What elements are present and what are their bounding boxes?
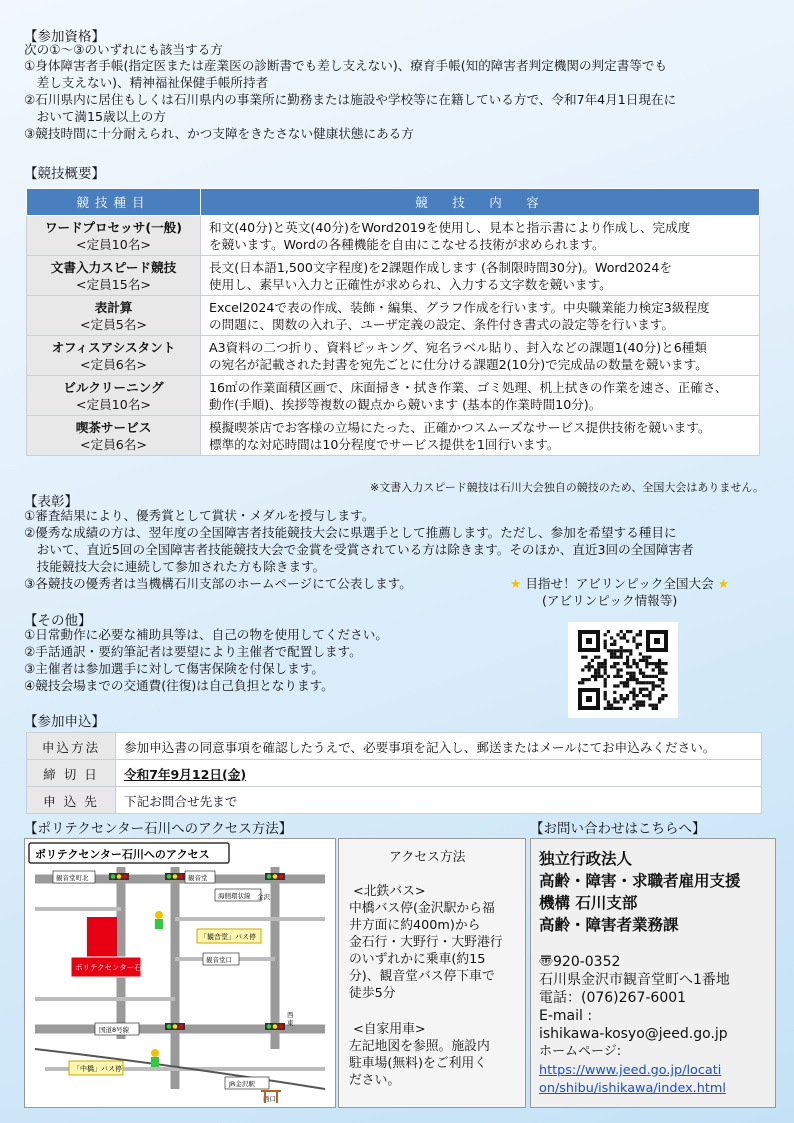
car-line: 左記地図を参照。施設内: [349, 1039, 490, 1054]
bus-line: 中橋バス停(金沢駅から福: [349, 901, 495, 916]
award-item: ②優秀な成績の方は、翌年度の全国障害者技能競技大会に県選手として推薦します。ただし、参加を希望する種目に: [24, 525, 677, 540]
event-quota: <定員6名>: [80, 436, 147, 452]
event-cell: [27, 376, 201, 416]
event-name: ワードプロセッサ(一般): [44, 219, 183, 235]
desc-line: 和文(40分)と英文(40分)をWord2019を使用し、見本と指示書により作成し、完成度: [209, 219, 691, 235]
event-quota: <定員5名>: [80, 316, 147, 332]
map-label: 西: [287, 1011, 294, 1019]
event-name: オフィスアシスタント: [51, 339, 176, 355]
map-label: 西口: [263, 1095, 276, 1103]
bus-line: 分)、観音堂バス停下車で: [349, 969, 495, 984]
map-label: 東: [287, 1019, 294, 1027]
event-name: ビルクリーニング: [63, 379, 164, 395]
desc-line: A3資料の二つ折り、資料ピッキング、宛名ラベル貼り、封入などの課題1(40分)と6種類: [209, 339, 707, 355]
event-desc: [201, 416, 760, 456]
desc-line: の問題に、関数の入れ子、ユーザ定義の設定、条件付き書式の設定等を行います。: [209, 316, 674, 332]
desc-line: Excel2024で表の作成、装飾・編集、グラフ作成を行います。中央職業能力検定3級程度: [209, 299, 710, 315]
map-label: 「観音堂」バス停: [200, 933, 256, 941]
event-desc: [201, 256, 760, 296]
event-desc: [201, 336, 760, 376]
event-cell: [27, 416, 201, 456]
application-title: 【参加申込】: [24, 714, 105, 730]
apply-label: 申込方法: [27, 733, 116, 760]
eligibility-title: 【参加資格】: [24, 29, 105, 45]
application-table: [26, 732, 762, 814]
event-quota: <定員10名>: [76, 236, 151, 252]
apply-value: 下記お問合せ先まで: [116, 787, 762, 814]
event-quota: <定員15名>: [76, 276, 151, 292]
desc-line: 長文(日本語1,500文字程度)を2課題作成します (各制限時間30分)。Word2024を: [209, 259, 673, 275]
deadline-value: 令和7年9月12日(金): [116, 760, 762, 787]
overview-table: [26, 188, 760, 456]
homepage-label: ホームページ:: [539, 1044, 622, 1059]
event-desc: [201, 216, 760, 256]
event-quota: <定員10名>: [76, 396, 151, 412]
bus-heading: <北鉄バス>: [353, 884, 426, 899]
desc-line: の宛名が記載された封書を宛先ごとに仕分ける課題2(10分)で完成品の数量を競います。: [209, 356, 708, 372]
map-label: 「中橋」バス停: [73, 1065, 122, 1073]
map-label: 観音堂町北: [56, 874, 89, 882]
eligibility-item: ②石川県内に居住もしくは石川県内の事業所に勤務または施設や学校等に在籍している方で、令和7年4月1日現在に: [24, 92, 677, 107]
star-icon: ★: [717, 576, 730, 591]
bus-line: 井方面に約400m)から: [349, 918, 481, 933]
other-title: 【その他】: [24, 613, 92, 629]
contact-box: [530, 838, 776, 1108]
overview-header-row: [27, 189, 760, 216]
event-cell: [27, 336, 201, 376]
event-name: 表計算: [94, 299, 133, 315]
eligibility-intro: 次の①～③のいずれにも該当する方: [24, 42, 223, 57]
other-item: ④競技会場までの交通費(往復)は自己負担となります。: [24, 678, 334, 693]
map-label: 海側環状線: [218, 892, 251, 900]
postal-code: 〠920-0352: [539, 954, 621, 970]
apply-value: 参加申込書の同意事項を確認したうえで、必要事項を記入し、郵送またはメールにてお申込みください。: [116, 733, 762, 760]
overview-note: ※文書入力スピード競技は石川大会独自の競技のため、全国大会はありません。: [370, 481, 764, 494]
eligibility-item: おいて満15歳以上の方: [24, 109, 166, 124]
access-map: [24, 838, 336, 1108]
table-row: [27, 336, 760, 376]
eligibility-item: ①身体障害者手帳(指定医または産業医の診断書でも差し支えない)、療育手帳(知的障害者判定機関の判定書等でも: [24, 58, 668, 73]
overview-title: 【競技概要】: [24, 166, 105, 182]
desc-line: 標準的な対応時間は10分程度でサービス提供を1回行います。: [209, 436, 560, 452]
homepage-link[interactable]: on/shibu/ishikawa/index.html: [539, 1081, 726, 1096]
award-item: ③各競技の優秀者は当機構石川支部のホームページにて公表します。: [24, 576, 412, 591]
bus-stop-icon: [151, 911, 163, 1067]
event-cell: [27, 216, 201, 256]
apply-label: 申 込 先: [27, 787, 116, 814]
org-line: 高齢・障害者業務課: [539, 916, 679, 934]
email-label: E-mail :: [539, 1008, 593, 1024]
map-label: 金沢: [257, 893, 270, 901]
desc-line: 模擬喫茶店でお客様の立場にたった、正確かつスムーズなサービス提供技術を競います。: [209, 419, 711, 435]
header-event: 競技種目: [27, 189, 201, 216]
phone: 電話：(076)267-6001: [539, 990, 687, 1006]
org-line: 高齢・障害・求職者雇用支援: [539, 872, 741, 890]
apply-label: 締 切 日: [27, 760, 116, 787]
polytech-building: [87, 917, 117, 957]
event-desc: [201, 296, 760, 336]
map-label: 観音堂口: [206, 956, 232, 964]
qr-code-icon[interactable]: [568, 622, 678, 718]
map-label: 観音堂: [188, 874, 208, 882]
address: 石川県金沢市観音堂町へ1番地: [539, 972, 730, 988]
promo-text: [510, 576, 729, 592]
award-item: おいて、直近5回の全国障害者技能競技大会で金賞を受賞されている方は除きます。そのほか、直近3回の全国障害者: [24, 542, 694, 557]
table-row: [27, 787, 762, 814]
table-row: [27, 760, 762, 787]
map-title: ポリテクセンター石川へのアクセス: [35, 848, 210, 861]
map-label: ポリテクセンター石川: [75, 963, 150, 972]
map-label: JR金沢駅: [229, 1080, 255, 1088]
access-description: [338, 838, 526, 1108]
homepage-link[interactable]: https://www.jeed.go.jp/locati: [539, 1063, 722, 1078]
map-label: 国道8号線: [99, 1026, 130, 1034]
award-title: 【表彰】: [24, 494, 78, 510]
event-cell: [27, 296, 201, 336]
table-row: [27, 376, 760, 416]
table-row: [27, 296, 760, 336]
table-row: [27, 256, 760, 296]
table-row: [27, 733, 762, 760]
event-desc: [201, 376, 760, 416]
other-item: ③主催者は参加選手に対して傷害保険を付保します。: [24, 661, 324, 676]
star-icon: ★: [510, 576, 522, 591]
other-item: ①日常動作に必要な補助具等は、自己の物を使用してください。: [24, 627, 388, 642]
car-line: ださい。: [349, 1073, 401, 1088]
event-quota: <定員6名>: [80, 356, 147, 372]
promo-sub: (アビリンピック情報等): [542, 593, 678, 608]
award-item: 技能競技大会に連続して参加された方も除きます。: [24, 559, 326, 574]
org-line: 独立行政法人: [539, 850, 633, 868]
bus-line: 徒歩5分: [349, 986, 396, 1001]
access-box-title: アクセス方法: [389, 850, 466, 865]
promo-label: 目指せ！アビリンピック全国大会: [525, 576, 714, 591]
car-heading: <自家用車>: [353, 1022, 426, 1037]
bus-line: 金石行・大野行・大野港行: [349, 935, 503, 950]
eligibility-item: 差し支えない)、精神福祉保健手帳所持者: [24, 75, 269, 90]
email-address[interactable]: ishikawa-kosyo@jeed.go.jp: [539, 1026, 728, 1042]
desc-line: 動作(手順)、挨拶等複数の観点から競います (基本的作業時間10分)。: [209, 396, 602, 412]
car-line: 駐車場(無料)をご利用く: [349, 1056, 487, 1071]
other-item: ②手話通訳・要約筆記者は要望により主催者で配置します。: [24, 644, 362, 659]
eligibility-item: ③競技時間に十分耐えられ、かつ支障をきたさない健康状態にある方: [24, 126, 414, 141]
desc-line: 使用し、素早い入力と正確性が求められ、入力する文字数を競います。: [209, 276, 612, 292]
contact-title: 【お問い合わせはこちらへ】: [530, 821, 706, 837]
map-graphic: [25, 839, 335, 1107]
header-content: 競 技 内 容: [201, 189, 760, 216]
event-cell: [27, 256, 201, 296]
table-row: [27, 416, 760, 456]
desc-line: を競います。Wordの各種機能を自由にこなせる技術が求められます。: [209, 236, 605, 252]
event-name: 文書入力スピード競技: [50, 259, 177, 275]
desc-line: 16㎡の作業面積区画で、床面掃き・拭き作業、ゴミ処理、机上拭きの作業を速さ、正確さ、: [209, 379, 728, 395]
table-row: [27, 216, 760, 256]
event-name: 喫茶サービス: [75, 419, 152, 435]
access-title: 【ポリテクセンター石川へのアクセス方法】: [24, 821, 293, 837]
org-line: 機構 石川支部: [539, 894, 638, 912]
award-item: ①審査結果により、優秀賞として賞状・メダルを授与します。: [24, 508, 375, 523]
bus-line: のいずれかに乗車(約15: [349, 952, 486, 967]
